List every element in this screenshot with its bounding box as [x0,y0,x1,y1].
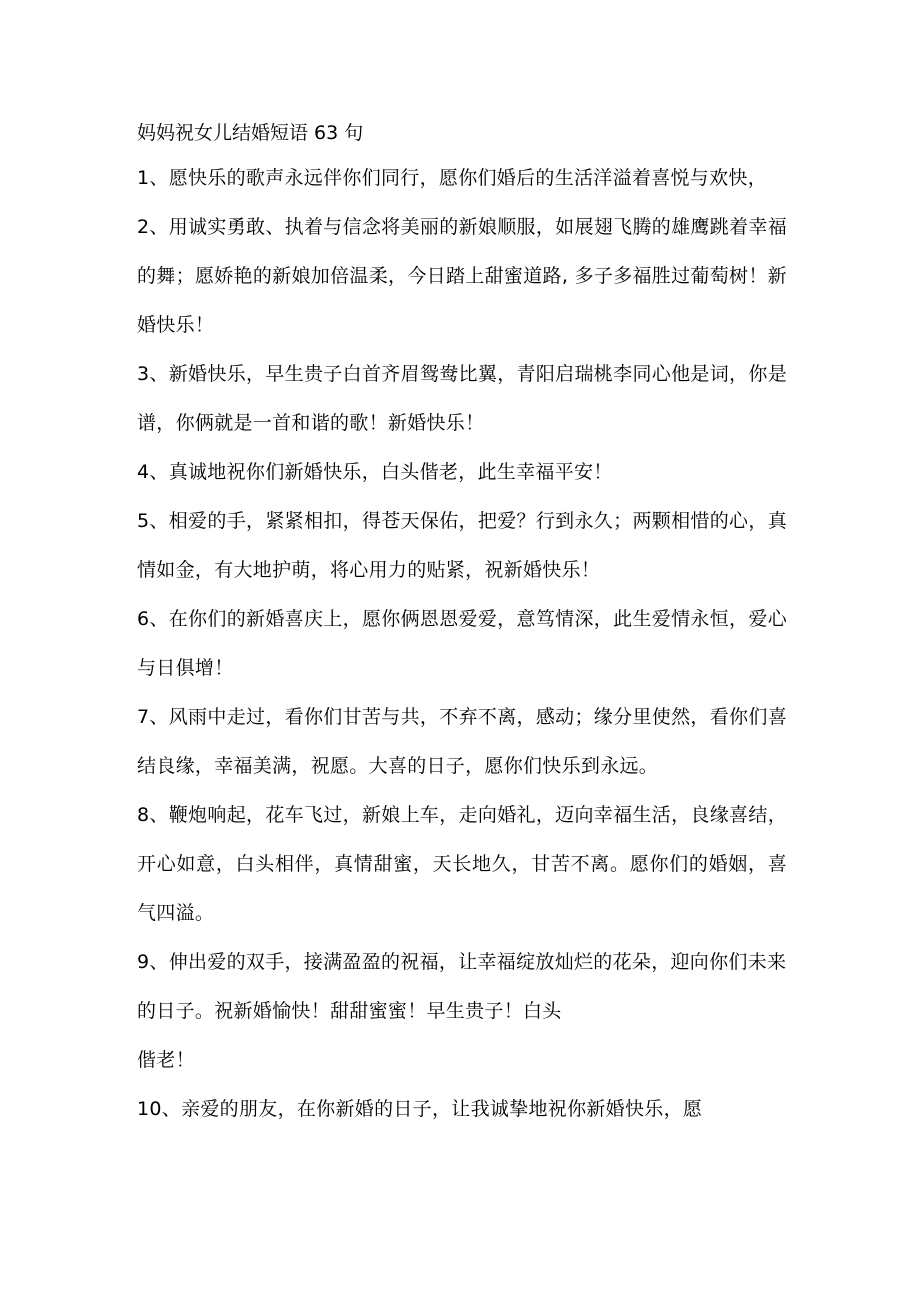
paragraph-1: 1、愿快乐的歌声永远伴你们同行，愿你们婚后的生活洋溢着喜悦与欢快， [137,167,767,189]
paragraph-7: 7、风雨中走过，看你们甘苦与共，不弃不离，感动；缘分里使然，看你们喜结良缘，幸福美满，祝愿。大喜的日子，愿你们快乐到永远。 [137,706,787,777]
paragraph-3: 3、新婚快乐，早生贵子白首齐眉鸳鸯比翼，青阳启瑞桃李同心他是词，你是谱，你俩就是一首和谐的歌！新婚快乐！ [137,363,787,434]
paragraph-6: 6、在你们的新婚喜庆上，愿你俩恩恩爱爱，意笃情深，此生爱情永恒，爱心与日俱增！ [137,608,787,679]
document-title: 妈妈祝女儿结婚短语 63 句 [137,122,364,144]
paragraph-8: 8、鞭炮响起，花车飞过，新娘上车，走向婚礼，迈向幸福生活，良缘喜结，开心如意，白头相伴，真情甜蜜，天长地久，甘苦不离。愿你们的婚姻，喜气四溢。 [137,804,787,924]
paragraph-2: 2、用诚实勇敢、执着与信念将美丽的新娘顺服，如展翅飞腾的雄鹰跳着幸福的舞；愿娇艳的新娘加倍温柔，今日踏上甜蜜道路, 多子多福胜过葡萄树！新婚快乐！ [137,216,787,336]
paragraph-4: 4、真诚地祝你们新婚快乐，白头偕老，此生幸福平安！ [137,461,613,483]
paragraph-9-continuation: 偕老！ [137,1049,195,1071]
paragraph-5: 5、相爱的手，紧紧相扣，得苍天保佑，把爱？行到永久；两颗相惜的心，真情如金，有大地护萌，将心用力的贴紧，祝新婚快乐！ [137,510,787,581]
document-content [137,112,787,1134]
paragraph-10: 10、亲爱的朋友，在你新婚的日子，让我诚挚地祝你新婚快乐，愿 [137,1098,703,1120]
paragraph-9: 9、伸出爱的双手，接满盈盈的祝福，让幸福绽放灿烂的花朵，迎向你们未来的日子。祝新婚愉快！甜甜蜜蜜！早生贵子！白头 [137,951,787,1022]
